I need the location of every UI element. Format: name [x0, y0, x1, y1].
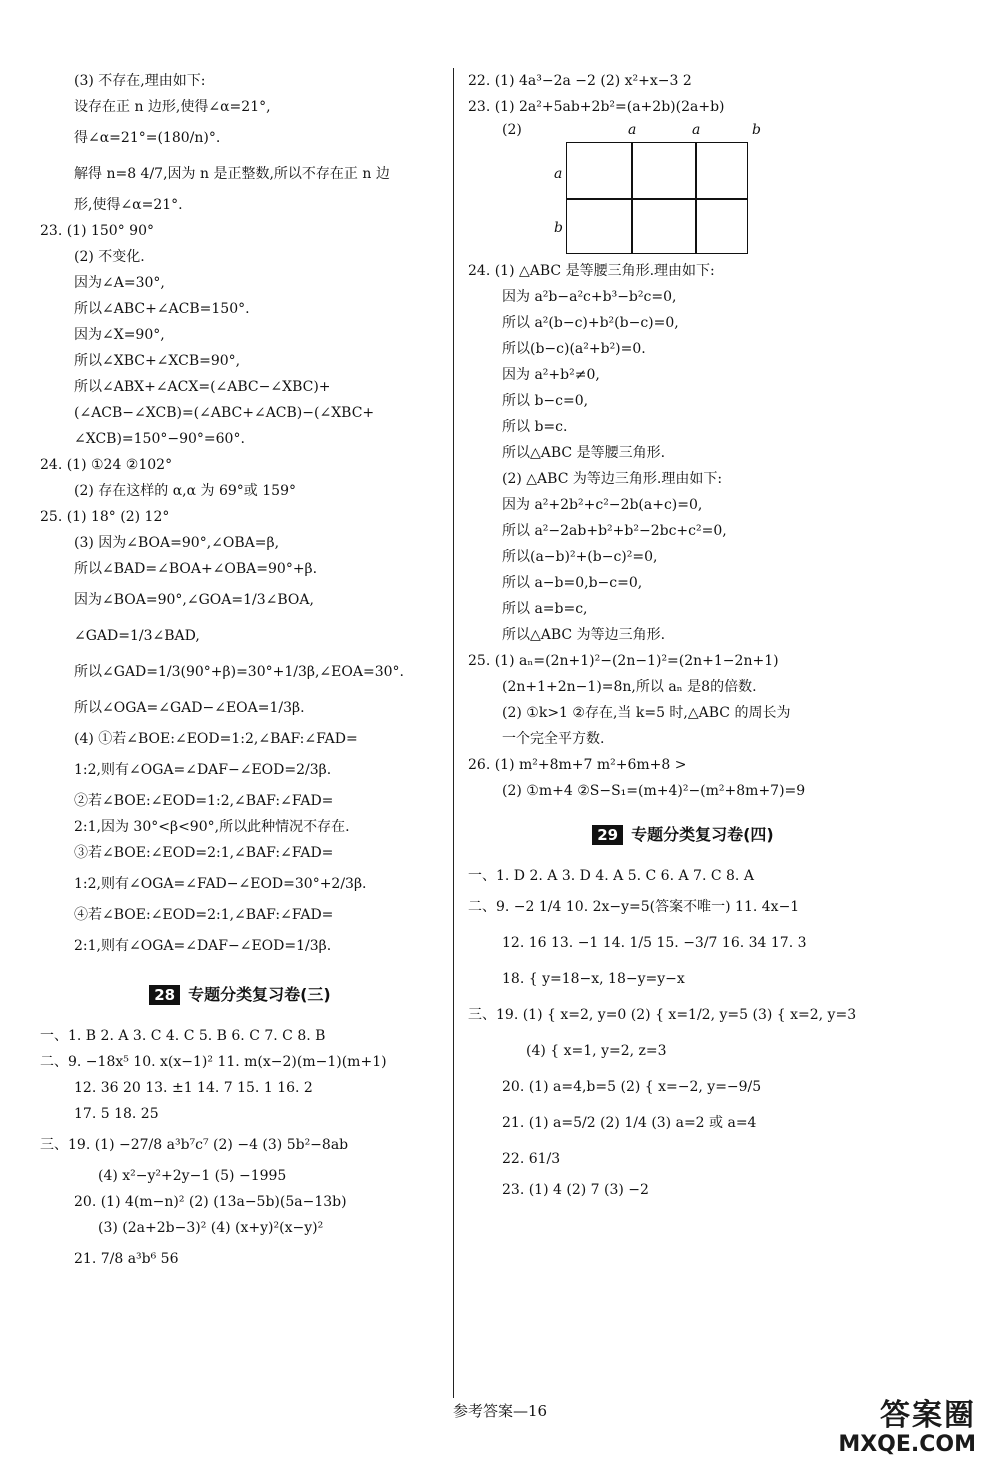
answer-line: 形,使得∠α=21°. [74, 197, 183, 213]
watermark-url: MXQE.COM [838, 1432, 976, 1457]
answer-line: 所以 a²−2ab+b²+b²−2bc+c²=0, [502, 523, 727, 539]
answer-line: 设存在正 n 边形,使得∠α=21°, [74, 99, 271, 115]
answer-line: 因为 a²b−a²c+b³−b²c=0, [502, 289, 677, 305]
answer-line: 17. 5 18. 25 [74, 1106, 159, 1122]
answer-line: 23. (1) 2a²+5ab+2b²=(a+2b)(2a+b) [468, 99, 725, 115]
answer-line: ∠XCB)=150°−90°=60°. [74, 431, 245, 447]
answer-line: 所以∠OGA=∠GAD−∠EOA=1/3β. [74, 700, 305, 716]
answer-line: 22. 61/3 [502, 1151, 561, 1167]
section-badge: 28 [149, 985, 180, 1005]
watermark-text: 答案圈 [880, 1398, 976, 1433]
answer-line: 所以∠ABC+∠ACB=150°. [74, 301, 250, 317]
side-label: a [554, 166, 563, 182]
section-title: 专题分类复习卷(三) [188, 985, 331, 1004]
answer-line: 二、9. −2 1/4 10. 2x−y=5(答案不唯一) 11. 4x−1 [468, 899, 800, 915]
answer-line: 所以 b=c. [502, 419, 568, 435]
answer-line: 一个完全平方数. [502, 731, 605, 747]
left-answers-section-28 [40, 1023, 440, 1277]
answer-line: 23. (1) 150° 90° [40, 223, 154, 239]
answer-line: 因为 a²+2b²+c²−2b(a+c)=0, [502, 497, 703, 513]
rectangle-grid [566, 142, 748, 254]
answer-line: (3) 因为∠BOA=90°,∠OBA=β, [74, 535, 280, 551]
section-badge: 29 [592, 825, 623, 845]
answer-line: 解得 n=8 4/7,因为 n 是正整数,所以不存在正 n 边 [74, 166, 390, 182]
side-label: b [554, 220, 563, 236]
answer-line: 二、9. −18x⁵ 10. x(x−1)² 11. m(x−2)(m−1)(m+1) [40, 1054, 387, 1070]
answer-line: 12. 16 13. −1 14. 1/5 15. −3/7 16. 34 17. 3 [502, 935, 807, 951]
answer-line: 25. (1) 18° (2) 12° [40, 509, 170, 525]
answer-line: 25. (1) aₙ=(2n+1)²−(2n−1)²=(2n+1−2n+1) [468, 653, 779, 669]
left-column [40, 68, 440, 1277]
figure-label: (2) [502, 122, 522, 138]
answer-line: (2) △ABC 为等边三角形.理由如下: [502, 471, 723, 487]
answer-line: 23. (1) 4 (2) 7 (3) −2 [502, 1182, 649, 1198]
answer-line: (4) ①若∠BOE:∠EOD=1:2,∠BAF:∠FAD= [74, 731, 358, 747]
answer-line: 三、19. (1) { x=2, y=0 (2) { x=1/2, y=5 (3) { x=2, y=3 [468, 1007, 857, 1023]
answer-line: 因为∠A=30°, [74, 275, 165, 291]
right-answers-top [468, 68, 898, 120]
answer-line: ④若∠BOE:∠EOD=2:1,∠BAF:∠FAD= [74, 907, 334, 923]
answer-line: 因为∠BOA=90°,∠GOA=1/3∠BOA, [74, 592, 314, 608]
answer-line: 2:1,则有∠OGA=∠DAF−∠EOD=1/3β. [74, 938, 332, 954]
answer-line: (2) 存在这样的 α,α 为 69°或 159° [74, 483, 296, 499]
answer-line: 所以 b−c=0, [502, 393, 589, 409]
answer-line: 所以∠ABX+∠ACX=(∠ABC−∠XBC)+ [74, 379, 331, 395]
answer-line: 所以△ABC 为等边三角形. [502, 627, 666, 643]
answer-line: 所以 a−b=0,b−c=0, [502, 575, 643, 591]
answer-line: 一、1. B 2. A 3. C 4. C 5. B 6. C 7. C 8. B [40, 1028, 326, 1044]
page-footer: 参考答案—16 [452, 1402, 548, 1420]
answer-line: 24. (1) △ABC 是等腰三角形.理由如下: [468, 263, 715, 279]
answer-line: (2n+1+2n−1)=8n,所以 aₙ 是8的倍数. [502, 679, 757, 695]
answer-line: 因为∠X=90°, [74, 327, 165, 343]
watermark-logo [838, 1390, 976, 1457]
answer-line: 所以(a−b)²+(b−c)²=0, [502, 549, 658, 565]
answer-line: ③若∠BOE:∠EOD=2:1,∠BAF:∠FAD= [74, 845, 334, 861]
answer-line: (3) 不存在,理由如下: [74, 73, 206, 89]
answer-line: (2) ①m+4 ②S−S₁=(m+4)²−(m²+8m+7)=9 [502, 783, 806, 799]
answer-line: (4) { x=1, y=2, z=3 [526, 1043, 667, 1059]
answer-line: 1:2,则有∠OGA=∠DAF−∠EOD=2/3β. [74, 762, 332, 778]
section-28-heading [40, 982, 440, 1005]
section-title: 专题分类复习卷(四) [631, 825, 774, 844]
section-29-heading [468, 822, 898, 845]
rectangle-figure [502, 122, 898, 252]
answer-line: 26. (1) m²+8m+7 m²+6m+8 > [468, 757, 687, 773]
answer-line: 所以 a²(b−c)+b²(b−c)=0, [502, 315, 679, 331]
grid-line [567, 198, 747, 200]
answer-line: 1:2,则有∠OGA=∠FAD−∠EOD=30°+2/3β. [74, 876, 367, 892]
answer-line: 18. { y=18−x, 18−y=y−x [502, 971, 685, 987]
answer-line: (∠ACB−∠XCB)=(∠ABC+∠ACB)−(∠XBC+ [74, 405, 375, 421]
answer-line: 21. (1) a=5/2 (2) 1/4 (3) a=2 或 a=4 [502, 1115, 757, 1131]
answer-line: 所以 a=b=c, [502, 601, 588, 617]
answer-line: 12. 36 20 13. ±1 14. 7 15. 1 16. 2 [74, 1080, 313, 1096]
answer-line: 所以△ABC 是等腰三角形. [502, 445, 666, 461]
answer-line: 所以(b−c)(a²+b²)=0. [502, 341, 646, 357]
answer-line: 因为 a²+b²≠0, [502, 367, 600, 383]
right-answers-section-29 [468, 863, 898, 1203]
answer-line: 所以∠GAD=1/3(90°+β)=30°+1/3β,∠EOA=30°. [74, 664, 404, 680]
right-answers-middle [468, 258, 898, 804]
column-divider [453, 68, 454, 1398]
top-label: a [628, 122, 637, 138]
answer-line: 三、19. (1) −27/8 a³b⁷c⁷ (2) −4 (3) 5b²−8ab [40, 1137, 349, 1153]
answer-line: ∠GAD=1/3∠BAD, [74, 628, 200, 644]
answer-line: 24. (1) ①24 ②102° [40, 457, 173, 473]
right-column [468, 68, 898, 1203]
answer-line: (3) (2a+2b−3)² (4) (x+y)²(x−y)² [98, 1220, 324, 1236]
answer-line: 20. (1) a=4,b=5 (2) { x=−2, y=−9/5 [502, 1079, 762, 1095]
answer-line: (4) x²−y²+2y−1 (5) −1995 [98, 1168, 287, 1184]
answer-line: ②若∠BOE:∠EOD=1:2,∠BAF:∠FAD= [74, 793, 334, 809]
answer-line: 一、1. D 2. A 3. D 4. A 5. C 6. A 7. C 8. A [468, 868, 754, 884]
answer-line: (2) ①k>1 ②存在,当 k=5 时,△ABC 的周长为 [502, 705, 791, 721]
answer-line: (2) 不变化. [74, 249, 145, 265]
answer-line: 22. (1) 4a³−2a −2 (2) x²+x−3 2 [468, 73, 692, 89]
answer-line: 21. 7/8 a³b⁶ 56 [74, 1251, 179, 1267]
answer-line: 20. (1) 4(m−n)² (2) (13a−5b)(5a−13b) [74, 1194, 347, 1210]
top-label: a [692, 122, 701, 138]
answer-line: 所以∠BAD=∠BOA+∠OBA=90°+β. [74, 561, 318, 577]
answer-line: 得∠α=21°=(180/n)°. [74, 130, 221, 146]
top-label: b [752, 122, 761, 138]
left-answers [40, 68, 440, 964]
answer-line: 所以∠XBC+∠XCB=90°, [74, 353, 241, 369]
answer-line: 2:1,因为 30°<β<90°,所以此种情况不存在. [74, 819, 350, 835]
